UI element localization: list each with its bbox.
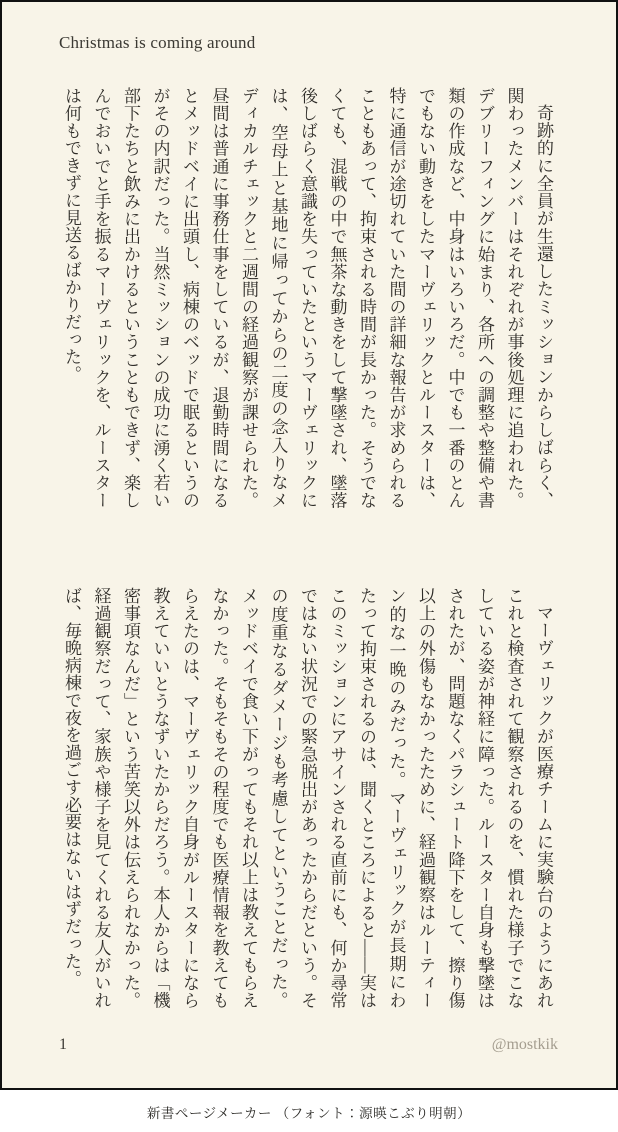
text-block-top (60, 87, 558, 509)
author-handle: @mostkik (491, 1036, 558, 1053)
text-block-bottom (60, 587, 558, 1009)
paragraph-bottom: マーヴェリックが医療チームに実験台のようにあれこれと検査されて観察されるのを、慣れた様子でこなしている姿が神経に障った。ルースター自身も撃墜はされたが、問題なくパラシュート降下をして、擦り傷以上の外傷もなかったために、経過観察はルーティーン的な一晩のみだった。マーヴェリックが長期にわたって拘束されるのは、聞くところによると——実はこのミッションにアサインされる直前にも、何か尋常ではない状況での緊急脱出があったからだという。その度重なるダメージも考慮してということだった。メッドベイで食い下がってもそれ以上は教えてもらえなかった。そもそもその程度でも医療情報を教えてもらえたのは、マーヴェリック自身がルースターになら教えていいとうなずいたからだろう。本人からは「機密事項なんだ」という苦笑以外は伝えられなかった。経過観察だって、家族や様子を見てくれる友人がいれば、毎晩病棟で夜を過ごす必要はないはずだった。 (62, 587, 553, 1009)
generator-caption: 新書ページメーカー （フォント：源暎こぶり明朝） (146, 1106, 472, 1121)
page-number: 1 (59, 1036, 67, 1053)
page-title: Christmas is coming around (59, 33, 256, 52)
paragraph-top: 奇跡的に全員が生還したミッションからしばらく、関わったメンバーはそれぞれが事後処理に追われた。デブリーフィングに始まり、各所への調整や整備や書類の作成など、中身はいろいろだ。中でも一番のとんでもない動きをしたマーヴェリックとルースターは、特に通信が途切れていた間の詳細な報告が求められることもあって、拘束される時間が長かった。そうでなくても、混戦の中で無茶な動きをして撃墜され、墜落後しばらく意識を失っていたというマーヴェリックには、空母上と基地に帰ってからの二度の念入りなメディカルチェックと二週間の経過観察が課せられた。昼間は普通に事務仕事をしているが、退勤時間になるとメッドベイに出頭し、病棟のベッドで眠るというのがその内訳だった。当然ミッションの成功に湧く若い部下たちと飲みに出かけるということもできず、楽しんでおいでと手を振るマーヴェリックを、ルースターは何もできずに見送るばかりだった。 (62, 87, 553, 509)
